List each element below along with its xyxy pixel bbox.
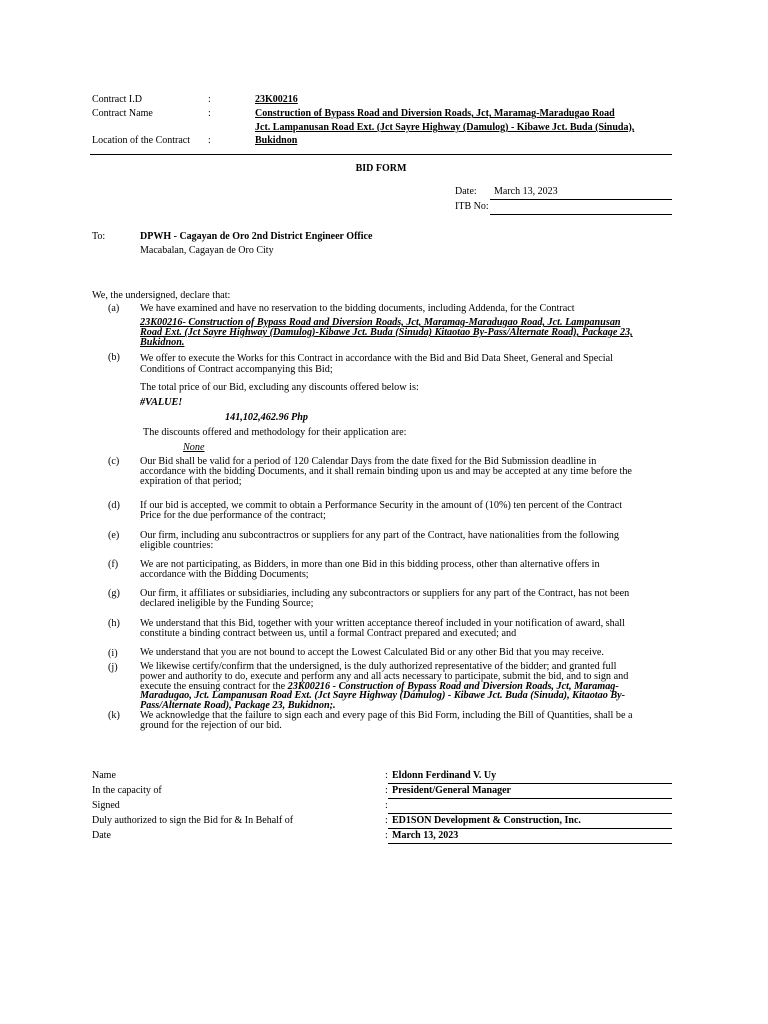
contract-reference-line: 23K00216- Construction of Bypass Road and Diversion Roads, Jct, Maramag-Maradugao Road, Jct. Lampanusan — [140, 317, 621, 328]
signature-line — [388, 783, 672, 784]
declaration-line: accordance with the Bidding Documents; — [140, 569, 309, 580]
location-colon: : — [208, 135, 211, 146]
declaration-line: Our Bid shall be valid for a period of 120 Calendar Days from the date fixed for the Bid Submission deadline in — [140, 456, 597, 467]
bid-amount: 141,102,462.96 — [225, 412, 289, 423]
date-value: March 13, 2023 — [494, 186, 558, 197]
contract-reference-line: Road Ext. (Jct Sayre Highway (Damulog)-Kibawe Jct. Buda (Sinuda) Kitaotao By-Pass/Alternate Road), Package 23, — [140, 327, 633, 338]
signature-colon: : — [385, 800, 388, 811]
declaration-line: eligible countries: — [140, 540, 214, 551]
declaration-text — [140, 648, 604, 658]
signature-label: Name — [92, 770, 116, 781]
declaration-marker: (g) — [108, 588, 120, 599]
declaration-text — [140, 560, 600, 580]
addressee-address: Macabalan, Cagayan de Oro City — [140, 245, 274, 256]
contract-reference-line: 23K00216 - Construction of Bypass Road and Diversion Roads, Jct, Maramag- — [287, 680, 619, 692]
declaration-line: We acknowledge that the failure to sign each and every page of this Bid Form, including the Bill of Quantities, shall be a — [140, 710, 633, 721]
declaration-line: power and authority to do, execute and perform any and all acts necessary to participate, submit the bid, and to sign and — [140, 670, 629, 682]
contract-id-colon: : — [208, 94, 211, 105]
signature-line — [388, 843, 672, 844]
signature-line — [388, 828, 672, 829]
declaration-line: Our firm, including anu subcontractros or suppliers for any part of the Contract, have nationalities from the following — [140, 530, 619, 541]
declaration-marker: (b) — [108, 352, 120, 363]
contract-name-colon: : — [208, 108, 211, 119]
declaration-text — [140, 501, 622, 521]
header-divider — [90, 154, 672, 155]
contract-reference — [140, 318, 633, 348]
itb-underline — [490, 214, 672, 215]
signature-label: Duly authorized to sign the Bid for & In Behalf of — [92, 815, 294, 826]
declaration-line: We understand that this Bid, together with your written acceptance thereof included in your notification of award, shall — [140, 618, 625, 629]
declaration-line: ground for the rejection of our bid. — [140, 720, 282, 731]
declaration-line: accordance with the bidding Documents, and it shall remain binding upon us and may be accepted at any time before the — [140, 466, 632, 477]
declaration-line: We offer to execute the Works for this Contract in accordance with the Bid and Bid Data Sheet, General and Special — [140, 353, 613, 364]
total-price-text: The total price of our Bid, excluding any discounts offered below is: — [140, 382, 419, 393]
signature-line — [388, 798, 672, 799]
location-label: Location of the Contract — [92, 135, 191, 146]
discount-value: None — [183, 442, 205, 453]
declaration-marker: (k) — [108, 710, 120, 721]
declaration-line: Our firm, it affiliates or subsidiaries, including any subcontractors or suppliers for any part of the Contract, has not been — [140, 588, 630, 599]
contract-name-line: Construction of Bypass Road and Diversion Roads, Jct, Maramag-Maradugao Road — [255, 108, 615, 119]
signature-label: In the capacity of — [92, 785, 162, 796]
declaration-marker: (f) — [108, 559, 119, 570]
signature-label: Signed — [92, 800, 120, 811]
contract-reference-line: Pass/Alternate Road), Package 23, Bukidnon;. — [140, 700, 336, 712]
declaration-line: We likewise certify/confirm that the undersigned, is the duly authorized representative of the bidder; and granted full — [140, 661, 617, 672]
declaration-text — [140, 531, 619, 551]
declaration-marker: (h) — [108, 618, 120, 629]
form-title: BID FORM — [355, 163, 407, 174]
bid-currency: Php — [291, 412, 308, 423]
declaration-text — [140, 589, 629, 609]
date-underline — [490, 199, 672, 200]
declaration-line: We have examined and have no reservation to the bidding documents, including Addenda, for the Contract — [140, 303, 575, 314]
declaration-text — [140, 457, 632, 487]
declaration-line: We are not participating, as Bidders, in more than one Bid in this bidding process, other than alternative offers in — [140, 559, 600, 570]
signature-line — [388, 813, 672, 814]
signature-value: March 13, 2023 — [392, 830, 459, 841]
declaration-marker: (j) — [108, 662, 118, 673]
signature-value: President/General Manager — [392, 785, 511, 796]
contract-name-line: Jct. Lampanusan Road Ext. (Jct Sayre Highway (Damulog) - Kibawe Jct. Buda (Sinuda), — [255, 122, 635, 133]
signature-value: Eldonn Ferdinand V. Uy — [392, 770, 497, 781]
declaration-marker: (c) — [108, 456, 120, 467]
declaration-line: Conditions of Contract accompanying this Bid; — [140, 364, 333, 375]
declaration-line: expiration of that period; — [140, 476, 242, 487]
declaration-line: We understand that you are not bound to accept the Lowest Calculated Bid or any other Bid that you may receive. — [140, 647, 604, 658]
signature-value: ED1SON Development & Construction, Inc. — [392, 815, 581, 826]
declaration-marker: (a) — [108, 303, 120, 314]
declaration-line: Price for the due performance of the contract; — [140, 510, 326, 521]
signature-colon: : — [385, 770, 388, 781]
signature-colon: : — [385, 785, 388, 796]
declaration-text — [140, 711, 633, 731]
declaration-text — [140, 619, 625, 639]
signature-colon: : — [385, 830, 388, 841]
signature-colon: : — [385, 815, 388, 826]
declaration-line: If our bid is accepted, we commit to obtain a Performance Security in the amount of (10%) ten percent of the Contract — [140, 500, 623, 511]
declaration-intro: We, the undersigned, declare that: — [92, 290, 231, 301]
declaration-lead-in: execute the ensuing contract for the — [140, 680, 288, 692]
contract-reference-line: Bukidnon. — [140, 337, 185, 348]
date-label: Date: — [455, 186, 477, 197]
declaration-text — [140, 353, 613, 375]
declaration-text — [140, 662, 628, 711]
discount-text: The discounts offered and methodology for their application are: — [143, 427, 407, 438]
contract-reference-line: Maradugao, Jct. Lampanusan Road Ext. (Jct Sayre Highway (Damulog) - Kibawe Jct. Buda (Sinuda), Kitaotao By- — [140, 690, 626, 702]
contract-name-label: Contract Name — [92, 108, 153, 119]
declaration-marker: (e) — [108, 530, 120, 541]
declaration-text — [140, 304, 575, 314]
declaration-marker: (i) — [108, 648, 118, 659]
signature-label: Date — [92, 830, 111, 841]
addressee-office: DPWH - Cagayan de Oro 2nd District Engineer Office — [140, 231, 373, 242]
declaration-line: declared ineligible by the Funding Source; — [140, 598, 314, 609]
declaration-marker: (d) — [108, 500, 120, 511]
contract-id-label: Contract I.D — [92, 94, 142, 105]
to-label: To: — [92, 231, 106, 242]
value-error: #VALUE! — [140, 397, 183, 408]
contract-name-line: Bukidnon — [255, 135, 298, 146]
contract-id-value: 23K00216 — [255, 94, 298, 105]
declaration-line: constitute a binding contract between us, until a formal Contract prepared and executed; and — [140, 628, 517, 639]
itb-label: ITB No: — [455, 201, 489, 212]
location-row — [0, 136, 768, 151]
